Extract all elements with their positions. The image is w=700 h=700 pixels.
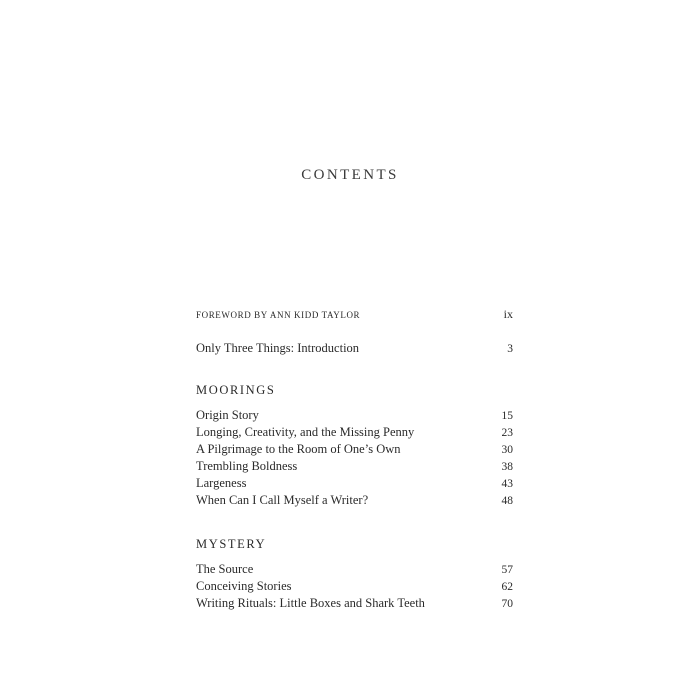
toc-entry-page: 3 (507, 343, 513, 355)
toc-entry-page: 70 (501, 598, 513, 610)
toc-entry-page: 48 (501, 495, 513, 507)
toc-entry-label: When Can I Call Myself a Writer? (196, 493, 369, 507)
toc-entry-introduction[interactable] (196, 340, 513, 357)
toc-entry-label: Origin Story (196, 408, 259, 422)
toc-entry-label: Conceiving Stories (196, 579, 292, 593)
toc-entry-label: A Pilgrimage to the Room of One’s Own (196, 442, 401, 456)
toc-entry-page: 62 (501, 581, 513, 593)
toc-entry-page: ix (503, 307, 513, 321)
toc-entry[interactable] (196, 561, 513, 578)
toc-entry[interactable] (196, 578, 513, 595)
toc-entry[interactable] (196, 595, 513, 612)
toc-entry-label: Longing, Creativity, and the Missing Penny (196, 425, 415, 439)
toc-entry[interactable] (196, 475, 513, 492)
toc-entry-page: 57 (501, 564, 513, 576)
toc-entry-label: Only Three Things: Introduction (196, 341, 360, 355)
toc-entry-page: 15 (501, 410, 513, 422)
toc-entry-page: 43 (501, 478, 513, 490)
toc-introduction (196, 340, 513, 357)
toc-entry-label: The Source (196, 562, 254, 576)
section-heading: MOORINGS (196, 383, 276, 397)
toc-section-mystery-heading (196, 536, 513, 553)
toc-entry[interactable] (196, 458, 513, 475)
toc-entry-page: 38 (501, 461, 513, 473)
toc-section-mystery (196, 561, 513, 612)
toc-entry-label: Largeness (196, 476, 247, 490)
toc-section-moorings-heading (196, 382, 513, 399)
toc-foreword (196, 306, 513, 323)
toc-entry[interactable] (196, 407, 513, 424)
toc-entry[interactable] (196, 441, 513, 458)
toc-entry[interactable] (196, 492, 513, 509)
toc-entry-page: 23 (501, 427, 513, 439)
section-heading: MYSTERY (196, 537, 267, 551)
toc-entry-page: 30 (501, 444, 513, 456)
page-title: CONTENTS (301, 167, 399, 183)
toc-entry-foreword[interactable] (196, 306, 513, 323)
toc-entry[interactable] (196, 424, 513, 441)
toc-entry-label: FOREWORD BY ANN KIDD TAYLOR (196, 310, 361, 320)
toc-entry-label: Writing Rituals: Little Boxes and Shark Teeth (196, 596, 425, 610)
toc-entry-label: Trembling Boldness (196, 459, 298, 473)
toc-section-moorings (196, 407, 513, 509)
